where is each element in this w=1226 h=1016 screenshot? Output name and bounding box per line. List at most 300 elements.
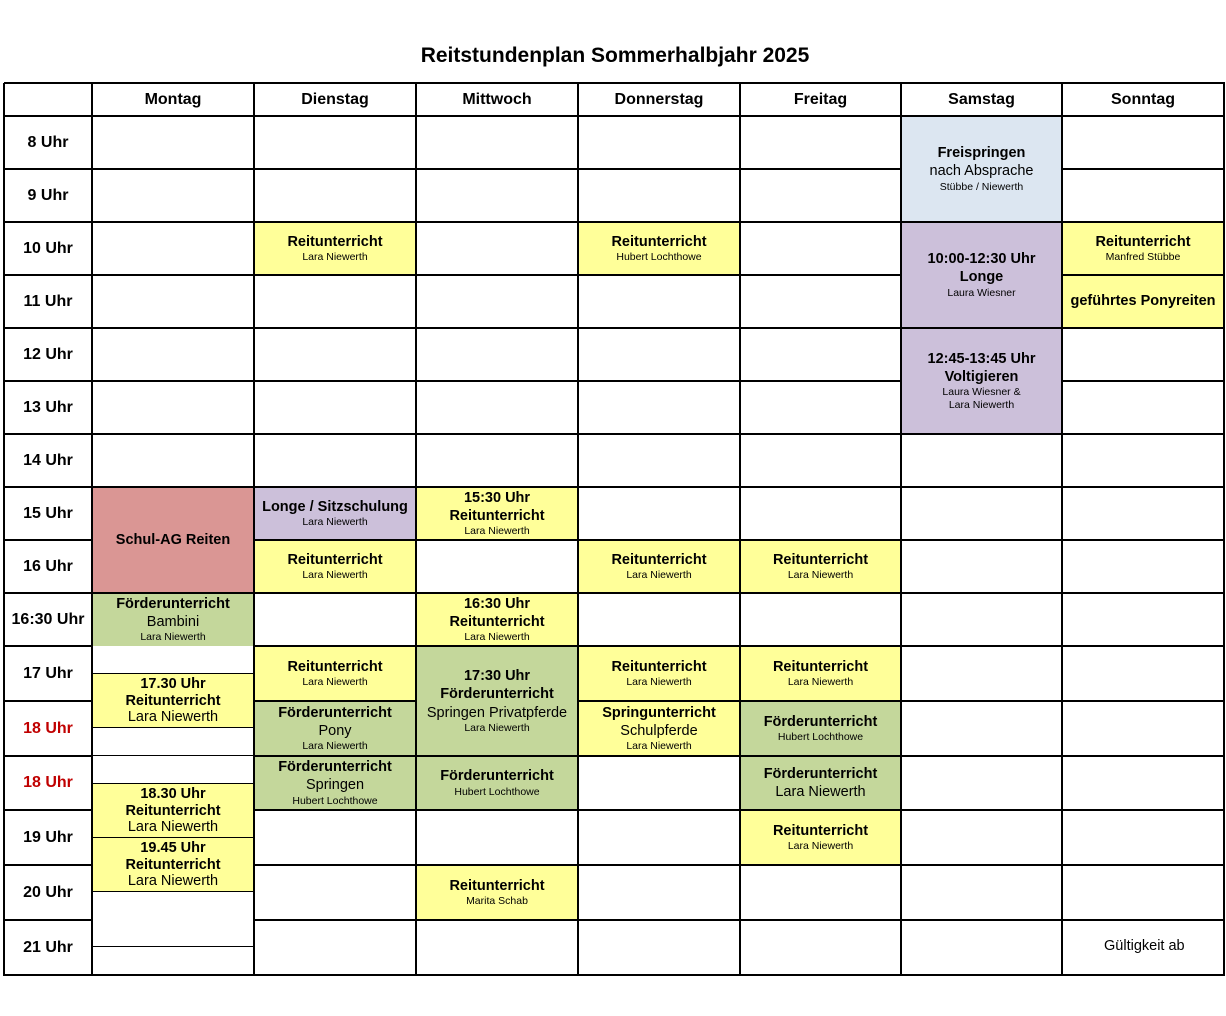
event-instructor: Stübbe / Niewerth bbox=[939, 180, 1024, 193]
grid-line bbox=[740, 645, 902, 647]
hour-header bbox=[4, 701, 92, 756]
hour-header bbox=[4, 434, 92, 487]
grid-line bbox=[901, 115, 1063, 117]
event-cell[interactable] bbox=[254, 222, 416, 275]
grid-line bbox=[254, 539, 417, 541]
day-header bbox=[254, 83, 416, 116]
event-instructor: Lara Niewerth bbox=[787, 569, 854, 581]
grid-line bbox=[578, 486, 741, 488]
event-detail: Bambini bbox=[146, 613, 200, 630]
grid-line bbox=[740, 592, 902, 594]
grid-line bbox=[578, 82, 741, 84]
event-title: Förderunterricht bbox=[763, 765, 878, 782]
day-label: Freitag bbox=[793, 90, 848, 108]
grid-line bbox=[1061, 83, 1063, 976]
event-cell[interactable] bbox=[578, 701, 740, 756]
hour-label: 20 Uhr bbox=[23, 883, 73, 901]
event-cell[interactable] bbox=[416, 593, 578, 646]
grid-line bbox=[739, 83, 741, 976]
event-title: Förderunterricht bbox=[278, 704, 392, 721]
grid-line bbox=[254, 919, 417, 921]
hour-label: 16 Uhr bbox=[23, 557, 73, 575]
hour-label: 17 Uhr bbox=[23, 664, 73, 682]
event-title: Reitunterricht bbox=[287, 658, 383, 675]
day-label: Dienstag bbox=[301, 90, 369, 108]
grid-line bbox=[4, 115, 93, 117]
grid-line bbox=[578, 380, 741, 382]
grid-line bbox=[740, 755, 902, 757]
grid-line bbox=[1062, 755, 1225, 757]
hour-header bbox=[4, 646, 92, 701]
grid-line bbox=[1062, 809, 1225, 811]
event-cell[interactable] bbox=[416, 646, 578, 756]
hour-label: 11 Uhr bbox=[23, 292, 73, 310]
event-cell[interactable] bbox=[740, 810, 901, 865]
event-instructor: Lara Niewerth bbox=[302, 251, 368, 263]
event-cell[interactable] bbox=[740, 756, 901, 810]
grid-line bbox=[4, 433, 93, 435]
hour-header bbox=[4, 169, 92, 222]
grid-line bbox=[901, 974, 1063, 976]
event-cell[interactable] bbox=[254, 756, 416, 810]
grid-line bbox=[1062, 645, 1225, 647]
grid-line bbox=[1062, 380, 1225, 382]
event-title: Reitunterricht bbox=[611, 658, 707, 675]
grid-line bbox=[92, 380, 255, 382]
grid-line bbox=[253, 83, 255, 976]
event-cell[interactable] bbox=[92, 784, 254, 838]
grid-line bbox=[901, 327, 1063, 329]
grid-line bbox=[578, 221, 741, 223]
event-title: Schul-AG Reiten bbox=[115, 531, 231, 548]
grid-line bbox=[92, 946, 255, 947]
grid-line bbox=[740, 433, 902, 435]
grid-line bbox=[578, 433, 741, 435]
grid-line bbox=[416, 592, 579, 594]
event-cell[interactable] bbox=[416, 756, 578, 810]
grid-line bbox=[740, 82, 902, 84]
day-header bbox=[1062, 83, 1224, 116]
event-detail: Lara Niewerth bbox=[127, 819, 219, 836]
event-cell[interactable] bbox=[1062, 275, 1224, 328]
grid-line bbox=[254, 486, 417, 488]
grid-line bbox=[901, 592, 1063, 594]
event-title: Reitunterricht bbox=[125, 692, 221, 709]
event-cell[interactable] bbox=[254, 701, 416, 756]
hour-header bbox=[4, 381, 92, 434]
event-detail: nach Absprache bbox=[929, 163, 1034, 180]
hour-label: 12 Uhr bbox=[23, 345, 73, 363]
event-title: Reitunterricht bbox=[611, 233, 707, 250]
grid-line bbox=[416, 221, 579, 223]
grid-line bbox=[578, 539, 741, 541]
event-cell[interactable] bbox=[416, 865, 578, 920]
grid-line bbox=[92, 727, 255, 728]
hour-label: 15 Uhr bbox=[23, 504, 73, 522]
hour-header bbox=[4, 810, 92, 865]
event-title: Reitunterricht bbox=[772, 822, 869, 839]
grid-line bbox=[578, 592, 741, 594]
grid-line bbox=[4, 864, 93, 866]
event-cell[interactable] bbox=[254, 646, 416, 701]
event-title: Förderunterricht bbox=[440, 768, 554, 785]
grid-line bbox=[740, 700, 902, 702]
hour-header bbox=[4, 920, 92, 975]
grid-line bbox=[901, 864, 1063, 866]
grid-line bbox=[254, 168, 417, 170]
grid-line bbox=[1062, 221, 1225, 223]
hour-header bbox=[4, 275, 92, 328]
event-cell[interactable] bbox=[254, 540, 416, 593]
grid-line bbox=[578, 700, 741, 702]
event-detail: Pony bbox=[318, 722, 352, 739]
event-title: Freispringen bbox=[937, 145, 1026, 162]
grid-line bbox=[4, 168, 93, 170]
event-detail: Springen Privatpferde bbox=[426, 704, 568, 721]
grid-line bbox=[578, 645, 741, 647]
grid-line bbox=[254, 433, 417, 435]
grid-line bbox=[416, 433, 579, 435]
grid-line bbox=[901, 919, 1063, 921]
day-header bbox=[740, 83, 901, 116]
grid-line bbox=[4, 974, 93, 976]
grid-line bbox=[416, 274, 579, 276]
grid-line bbox=[740, 809, 902, 811]
grid-line bbox=[740, 327, 902, 329]
event-title: 15:30 Uhr bbox=[463, 489, 531, 506]
grid-line bbox=[740, 115, 902, 117]
grid-line bbox=[416, 486, 579, 488]
grid-line bbox=[92, 221, 255, 223]
event-cell[interactable] bbox=[92, 593, 254, 646]
grid-line bbox=[92, 433, 255, 435]
grid-line bbox=[4, 809, 93, 811]
grid-line bbox=[901, 82, 1063, 84]
grid-line bbox=[900, 83, 902, 976]
hour-label: 13 Uhr bbox=[23, 398, 73, 416]
grid-line bbox=[92, 755, 255, 756]
grid-line bbox=[254, 327, 417, 329]
event-title: 12:45-13:45 Uhr bbox=[927, 350, 1036, 367]
grid-line bbox=[578, 274, 741, 276]
event-title: 10:00-12:30 Uhr bbox=[927, 251, 1036, 268]
event-instructor: Hubert Lochthowe bbox=[616, 251, 702, 263]
event-title: Reitunterricht bbox=[287, 551, 383, 568]
hour-label: 16:30 Uhr bbox=[11, 610, 85, 628]
grid-line bbox=[254, 221, 417, 223]
event-instructor: Lara Niewerth bbox=[626, 740, 692, 753]
grid-line bbox=[4, 592, 93, 594]
day-label: Sonntag bbox=[1111, 90, 1175, 108]
event-detail: Lara Niewerth bbox=[775, 784, 866, 800]
grid-line bbox=[4, 82, 93, 84]
grid-line bbox=[578, 919, 741, 921]
event-detail: Lara Niewerth bbox=[127, 709, 219, 726]
grid-line bbox=[901, 539, 1063, 541]
grid-line bbox=[416, 380, 579, 382]
grid-line bbox=[4, 274, 93, 276]
grid-line bbox=[254, 645, 417, 647]
grid-line bbox=[92, 783, 255, 784]
day-header bbox=[416, 83, 578, 116]
grid-line bbox=[740, 539, 902, 541]
hour-label: 18 Uhr bbox=[23, 719, 73, 737]
hour-label: 19 Uhr bbox=[23, 828, 73, 846]
grid-line bbox=[4, 700, 93, 702]
grid-line bbox=[1062, 864, 1225, 866]
grid-line bbox=[416, 755, 579, 757]
event-instructor: Lara Niewerth bbox=[302, 569, 368, 581]
grid-line bbox=[254, 809, 417, 811]
grid-line bbox=[254, 592, 417, 594]
grid-line bbox=[92, 673, 255, 674]
grid-line bbox=[1062, 115, 1225, 117]
grid-line bbox=[740, 486, 902, 488]
event-title: Voltigieren bbox=[944, 368, 1019, 385]
grid-line bbox=[1062, 82, 1225, 84]
event-title: geführtes Ponyreiten bbox=[1070, 293, 1216, 310]
grid-line bbox=[740, 919, 902, 921]
grid-line bbox=[254, 82, 417, 84]
grid-line bbox=[254, 115, 417, 117]
grid-line bbox=[1062, 592, 1225, 594]
event-instructor: Hubert Lochthowe bbox=[777, 731, 864, 743]
grid-line bbox=[578, 809, 741, 811]
hour-header bbox=[4, 756, 92, 810]
event-instructor: Laura Wiesner bbox=[947, 286, 1016, 299]
event-cell[interactable] bbox=[92, 674, 254, 728]
event-cell[interactable] bbox=[740, 701, 901, 756]
grid-line bbox=[254, 274, 417, 276]
hour-header bbox=[4, 865, 92, 920]
event-title: Reitunterricht bbox=[772, 658, 869, 675]
grid-line bbox=[416, 974, 579, 976]
event-title: Springunterricht bbox=[602, 704, 716, 721]
grid-line bbox=[1062, 700, 1225, 702]
event-title: Reitunterricht bbox=[1095, 233, 1191, 250]
grid-line bbox=[92, 837, 255, 838]
grid-line bbox=[92, 592, 255, 594]
grid-line bbox=[901, 433, 1063, 435]
event-cell[interactable] bbox=[901, 116, 1062, 222]
day-header bbox=[92, 83, 254, 116]
event-instructor: Lara Niewerth bbox=[626, 569, 692, 581]
event-title: 18.30 Uhr bbox=[140, 785, 206, 802]
grid-line bbox=[578, 864, 741, 866]
grid-line bbox=[740, 274, 902, 276]
hour-header bbox=[4, 328, 92, 381]
grid-line bbox=[4, 486, 93, 488]
day-header bbox=[578, 83, 740, 116]
grid-line bbox=[4, 221, 93, 223]
event-title: Förderunterricht bbox=[116, 595, 230, 612]
hour-label: 18 Uhr bbox=[23, 774, 73, 791]
grid-line bbox=[416, 539, 579, 541]
event-instructor: Lara Niewerth bbox=[140, 631, 206, 644]
grid-line bbox=[3, 83, 5, 976]
grid-line bbox=[254, 380, 417, 382]
event-instructor: Lara Niewerth bbox=[464, 631, 530, 644]
grid-line bbox=[416, 645, 579, 647]
event-title: Reitunterricht bbox=[287, 233, 383, 250]
grid-line bbox=[416, 82, 579, 84]
event-cell[interactable] bbox=[416, 487, 578, 540]
grid-line bbox=[578, 974, 741, 976]
hour-header bbox=[4, 593, 92, 646]
event-instructor: Hubert Lochthowe bbox=[454, 785, 540, 798]
event-title: Reitunterricht bbox=[772, 551, 869, 568]
hour-header bbox=[4, 116, 92, 169]
grid-line bbox=[92, 974, 255, 976]
event-cell[interactable] bbox=[92, 838, 254, 892]
event-cell[interactable] bbox=[901, 328, 1062, 434]
grid-line bbox=[4, 645, 93, 647]
event-title: Reitunterricht bbox=[449, 613, 545, 630]
event-title: Förderunterricht bbox=[763, 713, 878, 730]
validity-note: Gültigkeit ab bbox=[1104, 938, 1185, 954]
event-title: Reitunterricht bbox=[449, 877, 545, 894]
grid-line bbox=[92, 168, 255, 170]
day-label: Montag bbox=[144, 90, 202, 108]
event-title: Reitunterricht bbox=[611, 551, 707, 568]
day-header bbox=[901, 83, 1062, 116]
grid-line bbox=[1062, 274, 1225, 276]
grid-line bbox=[4, 327, 93, 329]
hour-label: 21 Uhr bbox=[23, 938, 73, 956]
event-title: Reitunterricht bbox=[449, 507, 545, 524]
grid-line bbox=[578, 168, 741, 170]
event-title: Reitunterricht bbox=[125, 802, 221, 819]
grid-line bbox=[92, 115, 255, 117]
event-title: 16:30 Uhr bbox=[463, 595, 531, 612]
grid-line bbox=[740, 974, 902, 976]
event-instructor: Hubert Lochthowe bbox=[292, 794, 378, 807]
event-instructor: Lara Niewerth bbox=[302, 676, 368, 688]
event-cell[interactable] bbox=[740, 540, 901, 593]
grid-line bbox=[415, 83, 417, 976]
event-title: 17.30 Uhr bbox=[140, 675, 206, 692]
event-cell[interactable] bbox=[578, 540, 740, 593]
grid-line bbox=[901, 700, 1063, 702]
grid-line bbox=[4, 380, 93, 382]
hour-label: 10 Uhr bbox=[23, 239, 73, 257]
grid-line bbox=[1062, 433, 1225, 435]
grid-line bbox=[1062, 974, 1225, 976]
hour-label: 8 Uhr bbox=[27, 133, 69, 151]
grid-line bbox=[578, 115, 741, 117]
event-instructor: Lara Niewerth bbox=[626, 676, 692, 688]
event-instructor: Lara Niewerth bbox=[302, 740, 368, 753]
event-cell[interactable] bbox=[1062, 222, 1224, 275]
event-cell[interactable] bbox=[578, 646, 740, 701]
grid-line bbox=[254, 700, 417, 702]
grid-line bbox=[1062, 168, 1225, 170]
hour-header bbox=[4, 222, 92, 275]
grid-line bbox=[740, 864, 902, 866]
event-instructor: Manfred Stübbe bbox=[1105, 251, 1181, 263]
grid-line bbox=[578, 755, 741, 757]
grid-line bbox=[901, 755, 1063, 757]
event-cell[interactable] bbox=[740, 646, 901, 701]
grid-line bbox=[740, 221, 902, 223]
grid-line bbox=[91, 83, 93, 976]
event-title: Förderunterricht bbox=[440, 686, 554, 703]
grid-line bbox=[901, 809, 1063, 811]
grid-line bbox=[92, 891, 255, 892]
day-label: Samstag bbox=[948, 90, 1015, 108]
event-cell[interactable] bbox=[92, 487, 254, 593]
event-cell[interactable] bbox=[901, 222, 1062, 328]
event-instructor: Lara Niewerth bbox=[787, 840, 854, 852]
grid-line bbox=[740, 168, 902, 170]
event-instructor: Lara Niewerth bbox=[948, 399, 1015, 412]
grid-line bbox=[901, 486, 1063, 488]
event-detail: Schulpferde bbox=[620, 722, 698, 739]
event-instructor: Lara Niewerth bbox=[787, 676, 854, 688]
event-title: Longe / Sitzschulung bbox=[262, 498, 408, 515]
grid-line bbox=[4, 755, 93, 757]
grid-line bbox=[254, 755, 417, 757]
grid-line bbox=[416, 115, 579, 117]
grid-line bbox=[1062, 539, 1225, 541]
grid-line bbox=[416, 809, 579, 811]
hour-label: 9 Uhr bbox=[27, 186, 69, 204]
grid-line bbox=[578, 327, 741, 329]
grid-line bbox=[1062, 919, 1225, 921]
grid-line bbox=[416, 327, 579, 329]
grid-line bbox=[254, 974, 417, 976]
event-detail: Lara Niewerth bbox=[127, 873, 219, 890]
day-label: Mittwoch bbox=[462, 90, 532, 108]
grid-line bbox=[577, 83, 579, 976]
grid-line bbox=[92, 486, 255, 488]
event-instructor: Lara Niewerth bbox=[464, 721, 530, 734]
event-instructor: Lara Niewerth bbox=[302, 516, 368, 528]
event-instructor: Laura Wiesner & bbox=[942, 386, 1021, 398]
grid-line bbox=[254, 864, 417, 866]
hour-header bbox=[4, 540, 92, 593]
hour-header bbox=[4, 487, 92, 540]
grid-line bbox=[92, 82, 255, 84]
grid-line bbox=[1062, 486, 1225, 488]
grid-line bbox=[416, 168, 579, 170]
grid-line bbox=[1062, 327, 1225, 329]
event-cell[interactable] bbox=[578, 222, 740, 275]
grid-line bbox=[1223, 83, 1225, 976]
event-title: Förderunterricht bbox=[278, 759, 392, 776]
grid-line bbox=[4, 919, 93, 921]
event-title: 17:30 Uhr bbox=[463, 668, 531, 685]
day-label: Donnerstag bbox=[614, 90, 704, 108]
grid-line bbox=[416, 919, 579, 921]
event-instructor: Lara Niewerth bbox=[464, 525, 530, 538]
hour-label: 14 Uhr bbox=[23, 451, 73, 469]
event-title: Reitunterricht bbox=[125, 856, 221, 873]
event-detail: Springen bbox=[305, 777, 365, 794]
grid-line bbox=[92, 327, 255, 329]
event-cell[interactable] bbox=[254, 487, 416, 540]
page-title: Reitstundenplan Sommerhalbjahr 2025 bbox=[420, 44, 810, 67]
event-title: Longe bbox=[959, 269, 1004, 286]
grid-line bbox=[4, 539, 93, 541]
grid-line bbox=[92, 274, 255, 276]
event-title: 19.45 Uhr bbox=[140, 839, 206, 856]
grid-line bbox=[416, 864, 579, 866]
grid-line bbox=[901, 645, 1063, 647]
event-instructor: Marita Schab bbox=[466, 895, 528, 907]
grid-line bbox=[901, 221, 1063, 223]
grid-line bbox=[740, 380, 902, 382]
